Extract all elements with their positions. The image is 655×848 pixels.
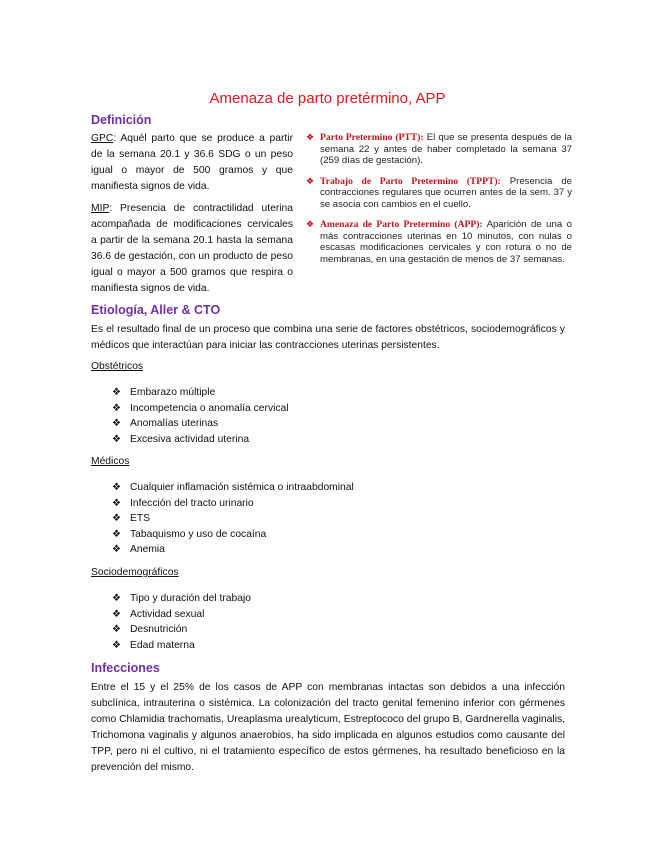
list-item: ❖ Tipo y duración del trabajo bbox=[112, 591, 251, 607]
diamond-bullet-icon: ❖ bbox=[112, 544, 121, 556]
obstetricos-list bbox=[112, 385, 289, 447]
definition-text: Presencia de contracciones regulares que ocurren antes de la sem. 37 y se asocia con cambios en el cuello. bbox=[320, 175, 572, 210]
gpc-paragraph bbox=[91, 131, 293, 195]
medicos-label: Médicos bbox=[91, 456, 130, 467]
obstetricos-label: Obstétricos bbox=[91, 361, 144, 372]
list-item: ❖ Embarazo múltiple bbox=[112, 385, 289, 401]
diamond-bullet-icon: ❖ bbox=[112, 513, 121, 525]
definition-term: Amenaza de Parto Pretermino (APP): bbox=[320, 219, 483, 230]
definition-text: El que se presenta después de la semana 22 y antes de haber completado la semana 37 (259 días de gestación). bbox=[320, 132, 572, 166]
definition-tppt bbox=[306, 176, 572, 211]
definition-term: Parto Pretermino (PTT): bbox=[320, 132, 424, 143]
diamond-bullet-icon: ❖ bbox=[112, 593, 121, 604]
list-item: ❖ Cualquier inflamación sistémica o intraabdominal bbox=[112, 480, 354, 496]
diamond-bullet-icon: ❖ bbox=[112, 402, 121, 414]
list-item: ❖ ETS bbox=[112, 511, 354, 527]
mip-text: : Presencia de contractilidad uterina acompañada de modificaciones cervicales a partir de la semana 20.1 hasta la semana 36.6 de gestación, con un producto de peso igual o mayor a 500 gramos que respira o manifiesta signos de vida. bbox=[91, 203, 293, 294]
list-item: ❖ Excesiva actividad uterina bbox=[112, 432, 289, 448]
definitions-image-box bbox=[306, 132, 572, 274]
list-item: ❖ Infección del tracto urinario bbox=[112, 496, 354, 512]
diamond-bullet-icon: ❖ bbox=[112, 528, 121, 540]
mip-tag: MIP bbox=[91, 203, 110, 214]
diamond-bullet-icon: ❖ bbox=[112, 608, 121, 620]
diamond-bullet-icon: ❖ bbox=[306, 175, 315, 186]
list-item: ❖ Tabaquismo y uso de cocaína bbox=[112, 527, 354, 543]
diamond-bullet-icon: ❖ bbox=[112, 624, 121, 636]
infecciones-paragraph: Entre el 15 y el 25% de los casos de APP con membranas intactas son debidos a una infección subclínica, intrauterina o sistémica. La colonización del tracto genital femenino inferior con gérmenes como Chlamidia trachomatis, Ureaplasma urealyticum, Estreptococo del grupo B, Gardnerella vaginalis, Trichomona vaginalis y algunos anaerobios, ha sido implicada en algunos estudios como causante del TPP, pero ni el cultivo, ni el tratamiento específico de estos gérmenes, ha resultado beneficioso en la prevención del mismo. bbox=[91, 682, 565, 773]
gpc-text: : Aquél parto que se produce a partir de la semana 20.1 y 36.6 SDG o un peso igual o mayor de 500 gramos y que manifiesta signos de vida. bbox=[91, 133, 293, 192]
gpc-tag: GPC bbox=[91, 133, 114, 144]
medicos-list bbox=[112, 480, 354, 558]
definition-ptt bbox=[306, 132, 572, 167]
sociodemograficos-label: Sociodemográficos bbox=[91, 567, 179, 578]
list-item: ❖ Anemia bbox=[112, 542, 354, 558]
list-item: ❖ Anomalías uterinas bbox=[112, 416, 289, 432]
diamond-bullet-icon: ❖ bbox=[112, 482, 121, 493]
diamond-bullet-icon: ❖ bbox=[112, 433, 121, 445]
diamond-bullet-icon: ❖ bbox=[306, 132, 315, 142]
list-item: ❖ Incompetencia o anomalía cervical bbox=[112, 401, 289, 417]
definition-text: Aparición de una o más contracciones uterinas en 10 minutos, con nulas o escasas modificaciones cervicales y con rotura o no de membranas, en una gestación de menos de 37 semanas. bbox=[320, 219, 572, 265]
diamond-bullet-icon: ❖ bbox=[112, 639, 121, 651]
etiologia-intro: Es el resultado final de un proceso que combina una serie de factores obstétricos, sociodemográficos y médicos que interactúan para iniciar las contracciones uterinas persistentes. bbox=[91, 324, 565, 351]
diamond-bullet-icon: ❖ bbox=[112, 387, 121, 398]
etiologia-heading: Etiología, Aller & CTO bbox=[91, 303, 221, 317]
diamond-bullet-icon: ❖ bbox=[112, 497, 121, 509]
list-item: ❖ Edad materna bbox=[112, 638, 251, 654]
page-title: Amenaza de parto pretérmino, APP bbox=[209, 90, 446, 107]
mip-paragraph bbox=[91, 201, 293, 297]
infecciones-heading: Infecciones bbox=[91, 661, 160, 675]
list-item: ❖ Desnutrición bbox=[112, 622, 251, 638]
sociodemograficos-list bbox=[112, 591, 251, 653]
definicion-heading: Definición bbox=[91, 113, 152, 127]
list-item: ❖ Actividad sexual bbox=[112, 607, 251, 623]
diamond-bullet-icon: ❖ bbox=[112, 418, 121, 430]
definition-app bbox=[306, 219, 572, 265]
definition-term: Trabajo de Parto Pretermino (TPPT): bbox=[320, 175, 501, 187]
diamond-bullet-icon: ❖ bbox=[306, 219, 315, 229]
